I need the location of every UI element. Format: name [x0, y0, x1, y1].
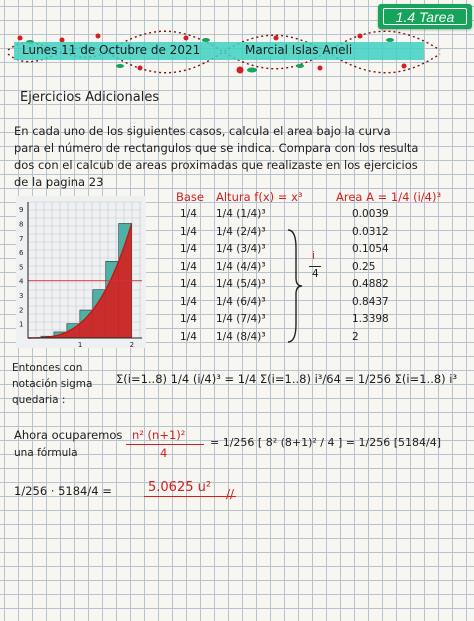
y-tick-label: 2: [19, 306, 24, 315]
table-cell-area: 1.3398: [352, 313, 389, 325]
brace-icon: [286, 228, 304, 344]
intro-line-3: dos con el calcub de areas proximadas que realizaste en los ejercicios: [14, 158, 418, 172]
table-cell-area: 0.1054: [352, 243, 389, 255]
table-cell-altura: 1/4 (1/4)³: [216, 208, 266, 220]
table-cell-area: 0.25: [352, 260, 376, 273]
header-date: Lunes 11 de Octubre de 2021: [22, 43, 201, 57]
intro-line-4: de la pagina 23: [14, 175, 104, 189]
area-chart: [16, 196, 146, 348]
table-cell-base: 1/4: [180, 243, 197, 255]
table-cell-base: 1/4: [180, 313, 197, 325]
sigma-label-3: quedaria :: [12, 394, 66, 406]
result-underline: [144, 496, 236, 497]
formula-label-2: una fórmula: [14, 447, 78, 459]
intro-line-1: En cada uno de los siguientes casos, calcula el area bajo la curva: [14, 124, 391, 138]
intro-line-2: para el número de rectangulos que se indica. Compara con los resulta: [14, 141, 419, 155]
table-cell-base: 1/4: [180, 295, 197, 308]
brace-fraction-bar: [309, 266, 321, 267]
y-tick-label: 8: [19, 220, 24, 229]
table-cell-base: 1/4: [180, 225, 197, 238]
table-cell-base: 1/4: [180, 278, 197, 290]
y-tick-label: 7: [19, 234, 24, 243]
table-cell-altura: 1/4 (7/4)³: [216, 313, 266, 325]
sigma-label-1: Entonces con: [12, 362, 83, 374]
formula-denominator: 4: [160, 446, 168, 460]
table-cell-altura: 1/4 (4/4)³: [216, 260, 266, 273]
table-cell-altura: 1/4 (3/4)³: [216, 243, 266, 255]
table-cell-altura: 1/4 (8/4)³: [216, 330, 266, 343]
col-header-area: Area A = 1/4 (i/4)³: [336, 190, 442, 204]
y-tick-label: 5: [19, 263, 24, 272]
result-expression: 1/256 · 5184/4 =: [14, 484, 112, 498]
table-cell-area: 0.0312: [352, 225, 389, 238]
sigma-expression: Σ(i=1..8) 1/4 (i/4)³ = 1/4 Σ(i=1..8) i³/64 = 1/256 Σ(i=1..8) i³: [116, 372, 458, 386]
section-title: Ejercicios Adicionales: [20, 90, 160, 105]
table-cell-area: 0.0039: [352, 208, 389, 220]
x-tick-label: 1: [77, 341, 83, 348]
y-tick-label: 6: [19, 249, 24, 258]
brace-label-top: i: [312, 250, 315, 262]
result-value: 5.0625 u²: [148, 480, 212, 495]
formula-fraction-bar: [126, 444, 204, 445]
formula-rest: = 1/256 [ 8² (8+1)² / 4 ] = 1/256 [5184/4]: [210, 436, 441, 449]
table-cell-base: 1/4: [180, 260, 197, 273]
table-cell-altura: 1/4 (5/4)³: [216, 278, 266, 290]
col-header-altura: Altura f(x) = x³: [216, 190, 303, 204]
formula-label-1: Ahora ocuparemos: [14, 428, 123, 442]
table-cell-altura: 1/4 (2/4)³: [216, 225, 266, 238]
x-tick-label: 2: [129, 341, 135, 348]
brace-label-bottom: 4: [312, 268, 319, 280]
table-cell-altura: 1/4 (6/4)³: [216, 295, 266, 308]
table-cell-area: 0.4882: [352, 278, 389, 290]
task-tab-label: 1.4 Tarea: [395, 8, 455, 25]
table-cell-base: 1/4: [180, 208, 197, 220]
col-header-base: Base: [176, 190, 205, 204]
y-tick-label: 3: [19, 292, 24, 301]
table-cell-area: 2: [352, 330, 359, 343]
y-tick-label: 9: [19, 206, 24, 215]
header-name: Marcial Islas Aneli: [245, 43, 353, 57]
sigma-label-2: notación sigma: [12, 378, 93, 390]
y-tick-label: 4: [19, 277, 24, 286]
y-tick-label: 1: [19, 320, 24, 329]
table-cell-base: 1/4: [180, 330, 197, 343]
result-end-mark: //: [226, 487, 235, 501]
table-cell-area: 0.8437: [352, 295, 389, 308]
formula-numerator: n² (n+1)²: [132, 428, 186, 442]
